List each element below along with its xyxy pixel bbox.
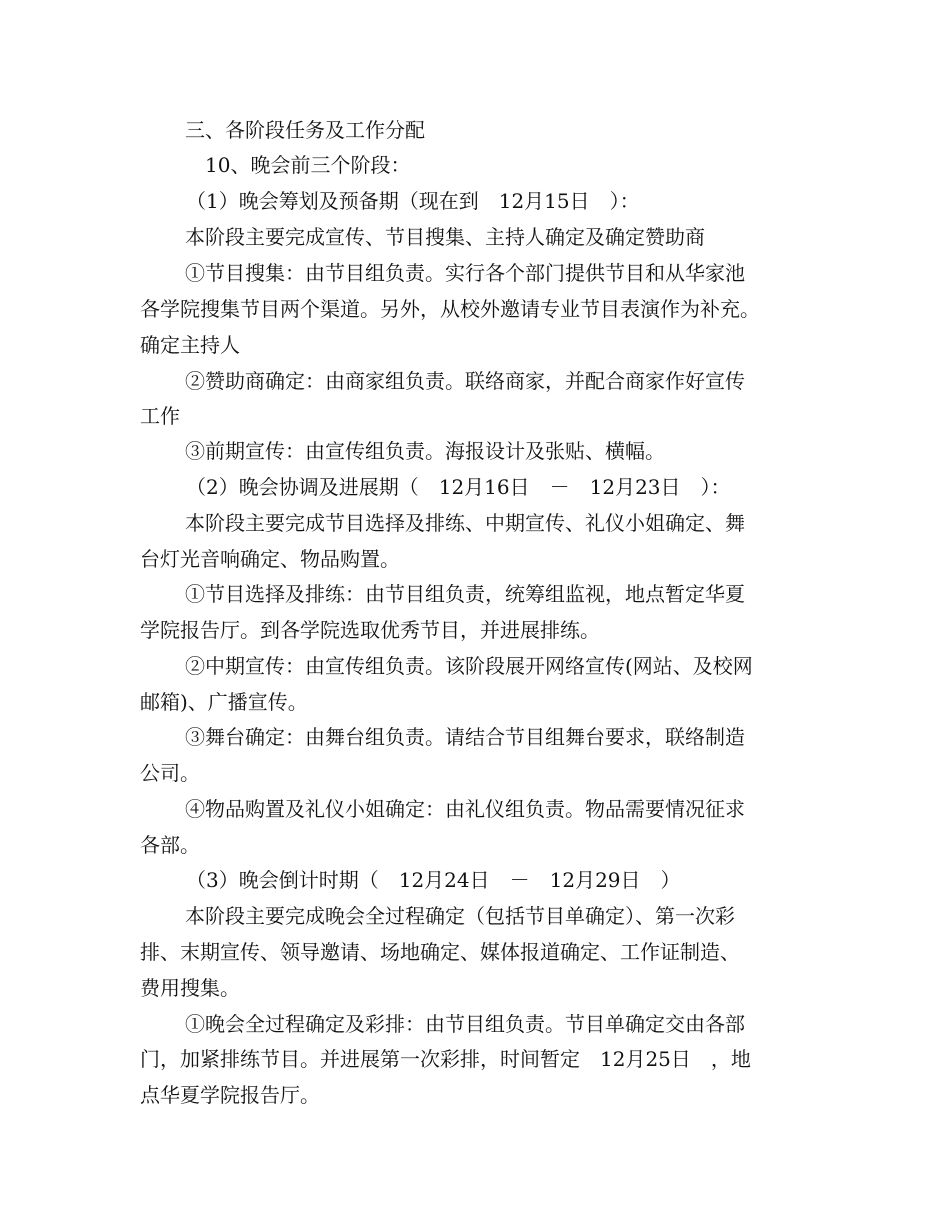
section-heading: 三、各阶段任务及工作分配: [185, 118, 425, 142]
sub-heading: 10、晚会前三个阶段：: [205, 153, 411, 177]
stage1-item2-line1: ②赞助商确定：由商家组负责。联络商家，并配合商家作好宣传: [185, 369, 745, 393]
stage3-intro-line1: 本阶段主要完成晚会全过程确定（包括节目单确定）、第一次彩: [185, 904, 735, 928]
stage1-item1-line3: 确定主持人: [140, 333, 240, 357]
stage2-intro-line2: 台灯光音响确定、物品购置。: [140, 547, 400, 571]
stage1-item3-line1: ③前期宣传：由宣传组负责。海报设计及张贴、横幅。: [185, 439, 665, 463]
stage3-item1-line3: 点华夏学院报告厅。: [140, 1083, 320, 1107]
stage2-item3-line1: ③舞台确定：由舞台组负责。请结合节目组舞台要求，联络制造: [185, 725, 745, 749]
stage3-intro-line2: 排、末期宣传、领导邀请、场地确定、媒体报道确定、工作证制造、: [140, 940, 740, 964]
stage3-intro-line3: 费用搜集。: [140, 976, 240, 1000]
stage2-item2-line1: ②中期宣传：由宣传组负责。该阶段展开网络宣传(网站、及校网: [185, 654, 753, 678]
stage3-title: （3）晚会倒计时期（ 12月24日 － 12月29日 ）: [186, 868, 681, 892]
stage2-item3-line2: 公司。: [140, 761, 200, 785]
stage2-item4-line2: 各部。: [140, 833, 200, 857]
stage1-item2-line2: 工作: [140, 404, 180, 428]
stage3-item1-line2: 门，加紧排练节目。并进展第一次彩排，时间暂定 12月25日 ，地: [140, 1047, 751, 1071]
stage2-item1-line2: 学院报告厅。到各学院选取优秀节目，并进展排练。: [140, 618, 600, 642]
stage1-intro: 本阶段主要完成宣传、节目搜集、主持人确定及确定赞助商: [185, 225, 705, 249]
stage1-title: （1）晚会筹划及预备期（现在到 12月15日 ）：: [186, 189, 640, 213]
stage1-item1-line2: 各学院搜集节目两个渠道。另外，从校外邀请专业节目表演作为补充。: [140, 297, 760, 321]
stage1-item1-line1: ①节目搜集：由节目组负责。实行各个部门提供节目和从华家池: [185, 261, 745, 285]
stage3-item1-line1: ①晚会全过程确定及彩排：由节目组负责。节目单确定交由各部: [185, 1012, 745, 1036]
stage2-item2-line2: 邮箱)、广播宣传。: [140, 690, 308, 714]
stage2-intro-line1: 本阶段主要完成节目选择及排练、中期宣传、礼仪小姐确定、舞: [185, 511, 745, 535]
stage2-title: （2）晚会协调及进展期（ 12月16日 － 12月23日 ）：: [186, 475, 731, 499]
stage2-item4-line1: ④物品购置及礼仪小姐确定：由礼仪组负责。物品需要情况征求: [185, 797, 745, 821]
stage2-item1-line1: ①节目选择及排练：由节目组负责，统筹组监视，地点暂定华夏: [185, 582, 745, 606]
